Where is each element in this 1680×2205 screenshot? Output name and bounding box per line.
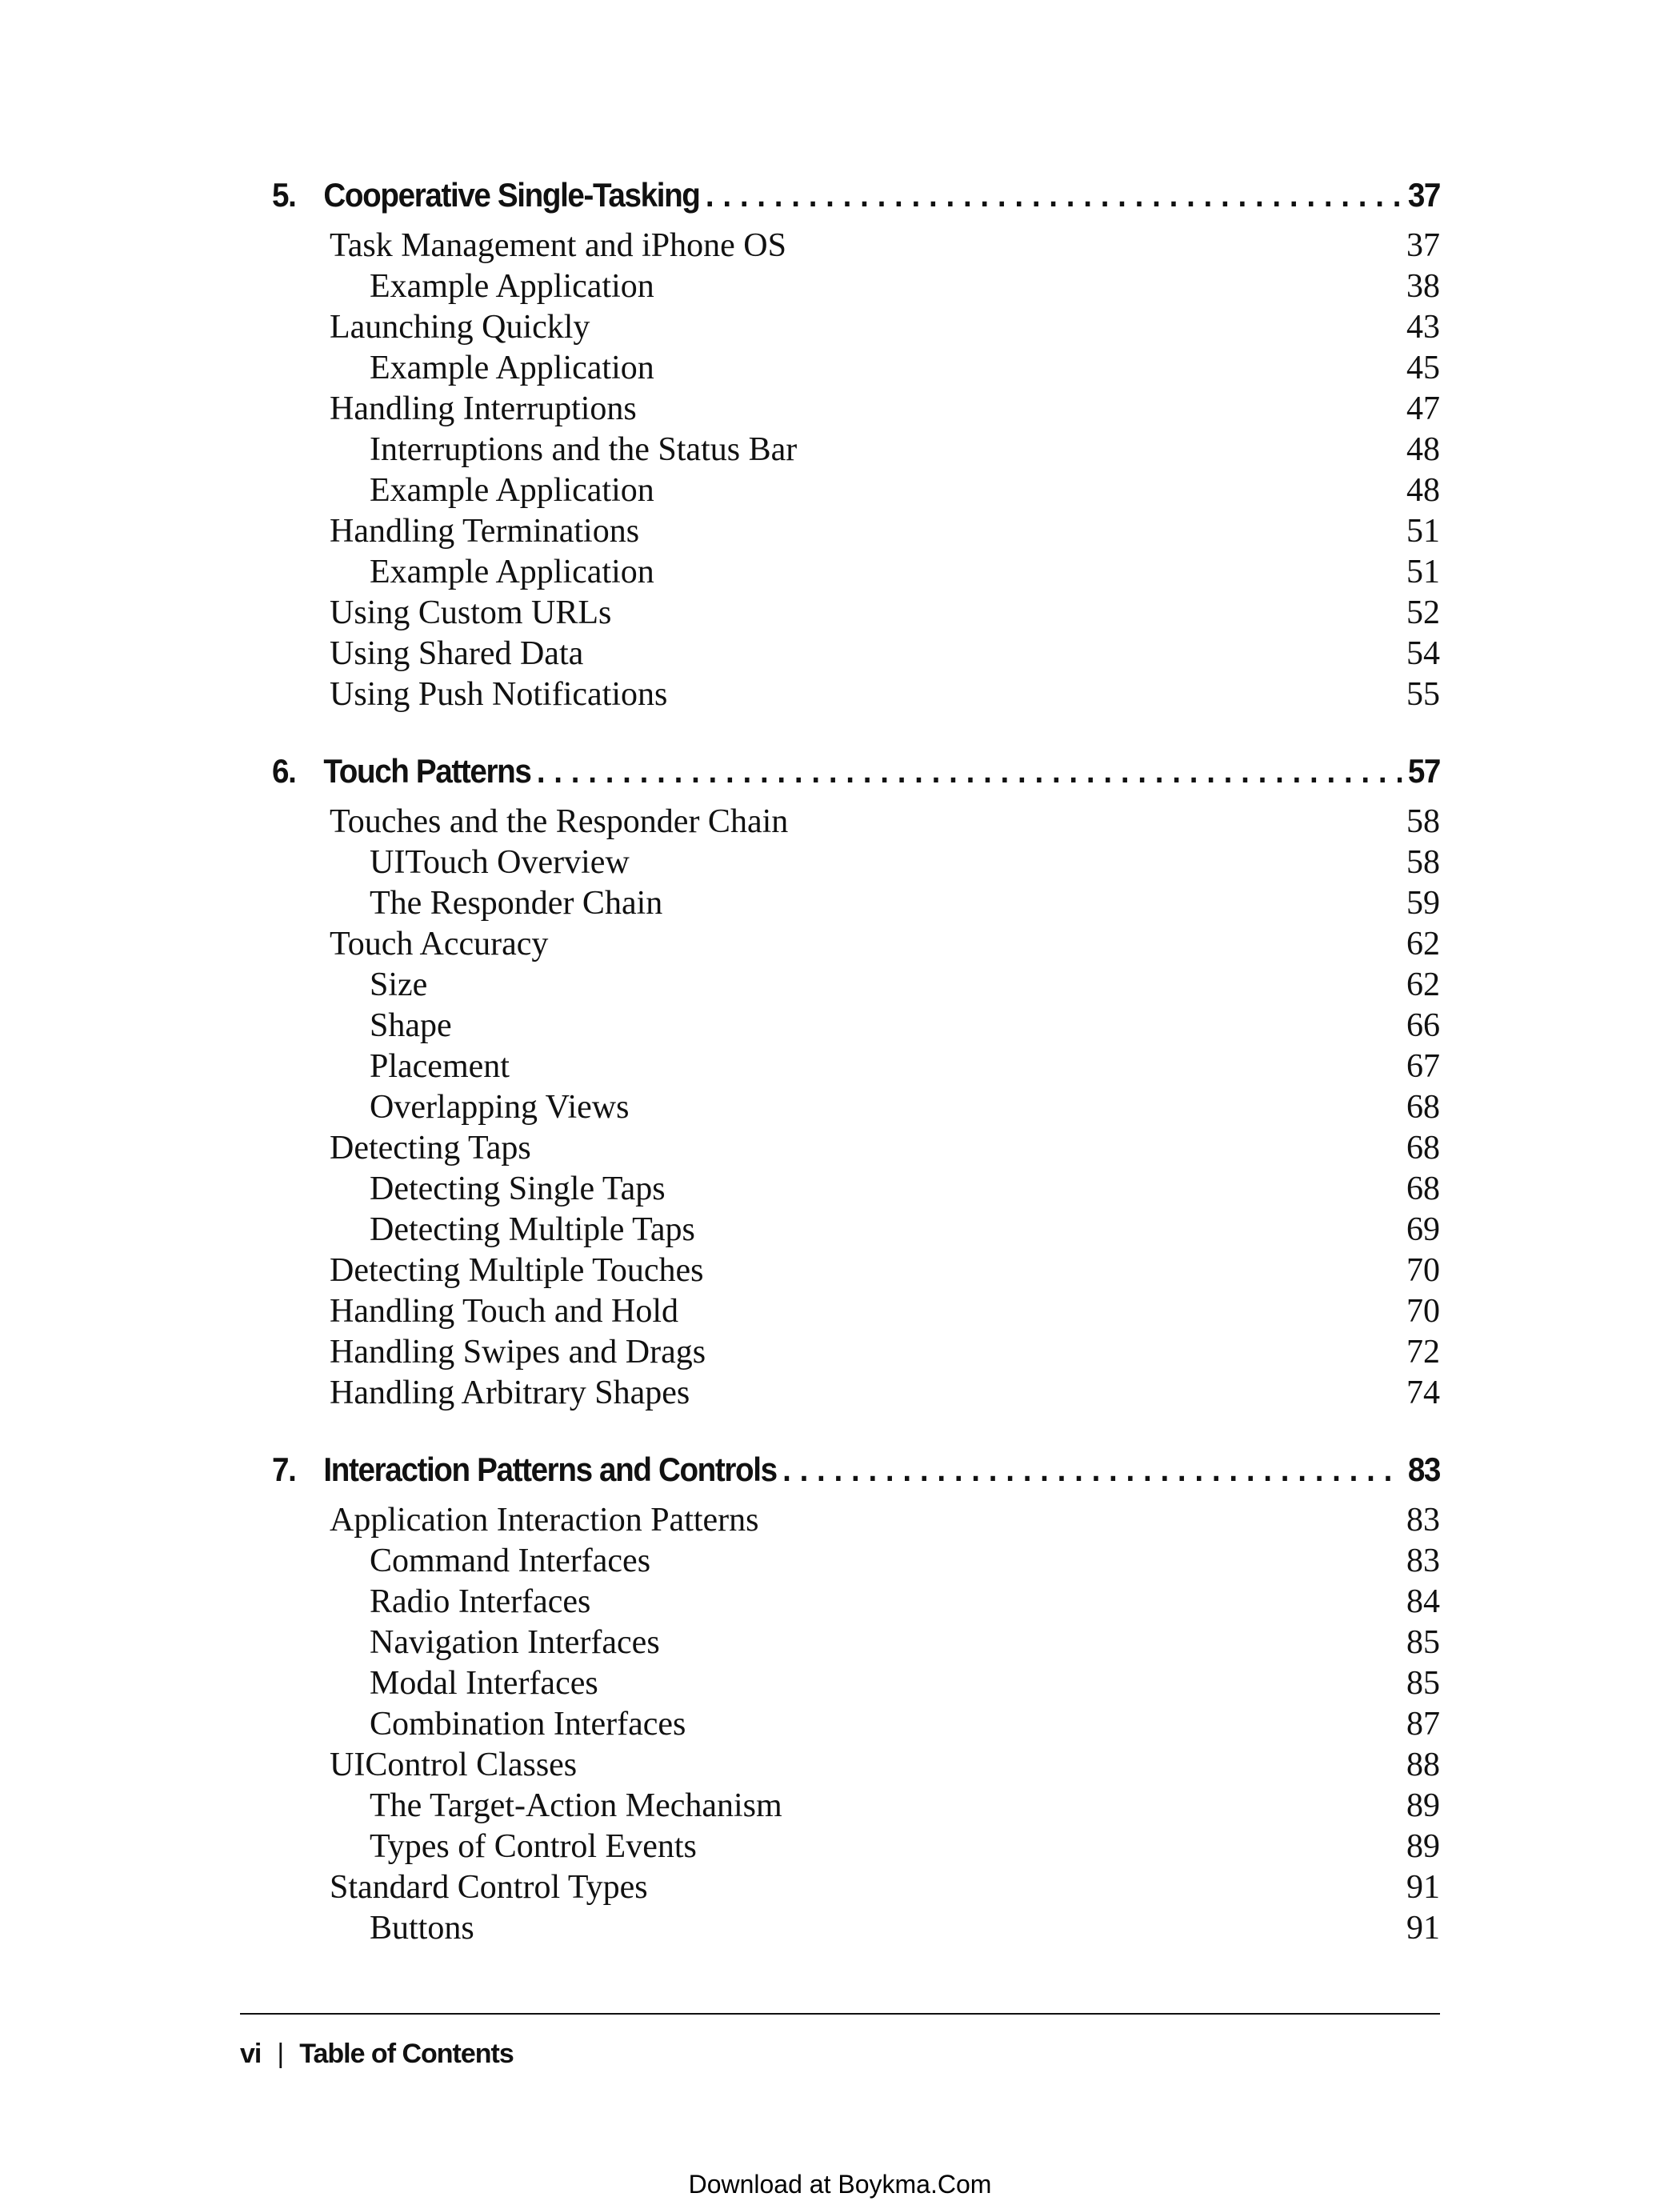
entry-title: Detecting Taps xyxy=(330,1130,531,1167)
entry-page-number: 45 xyxy=(1406,350,1440,386)
entry-title: Radio Interfaces xyxy=(370,1583,591,1620)
toc-section-entry[interactable] xyxy=(272,1291,1440,1332)
entry-page-number: 51 xyxy=(1406,554,1440,590)
entry-page-number: 83 xyxy=(1406,1543,1440,1579)
toc-section-entry[interactable] xyxy=(272,1128,1440,1169)
entry-title: Types of Control Events xyxy=(370,1828,697,1865)
toc-chapter xyxy=(272,752,1440,1414)
entry-title: Handling Terminations xyxy=(330,513,640,550)
toc-section-entry[interactable] xyxy=(272,1745,1440,1786)
entry-title: Handling Interruptions xyxy=(330,390,637,427)
toc-subsection-entry[interactable] xyxy=(272,1169,1440,1210)
toc-subsection-entry[interactable] xyxy=(272,266,1440,307)
toc-section-entry[interactable] xyxy=(272,1500,1440,1541)
entry-title: Using Custom URLs xyxy=(330,594,612,631)
entry-page-number: 68 xyxy=(1406,1130,1440,1167)
entry-title: UIControl Classes xyxy=(330,1747,578,1783)
toc-section-entry[interactable] xyxy=(272,307,1440,348)
entry-page-number: 62 xyxy=(1406,926,1440,962)
toc-section-entry[interactable] xyxy=(272,924,1440,965)
chapter-title: Touch Patterns xyxy=(323,752,531,790)
entry-title: Handling Arbitrary Shapes xyxy=(330,1375,690,1411)
entry-page-number: 67 xyxy=(1406,1048,1440,1085)
toc-subsection-entry[interactable] xyxy=(272,1786,1440,1827)
entry-title: Standard Control Types xyxy=(330,1869,648,1906)
entry-title: Example Application xyxy=(370,268,654,305)
entry-title: Interruptions and the Status Bar xyxy=(370,431,798,468)
entry-page-number: 58 xyxy=(1406,844,1440,881)
entry-page-number: 87 xyxy=(1406,1706,1440,1743)
dot-leader xyxy=(782,1451,1402,1489)
toc-subsection-entry[interactable] xyxy=(272,965,1440,1006)
entry-page-number: 38 xyxy=(1406,268,1440,305)
entry-page-number: 91 xyxy=(1406,1869,1440,1906)
entry-page-number: 54 xyxy=(1406,635,1440,672)
toc-subsection-entry[interactable] xyxy=(272,470,1440,511)
entry-page-number: 58 xyxy=(1406,803,1440,840)
chapter-page-number: 57 xyxy=(1407,752,1441,790)
entry-page-number: 43 xyxy=(1406,309,1440,346)
toc-subsection-entry[interactable] xyxy=(272,1541,1440,1582)
entry-title: Detecting Multiple Touches xyxy=(330,1252,704,1289)
toc-chapter xyxy=(272,1451,1440,1949)
toc-subsection-entry[interactable] xyxy=(272,883,1440,924)
entry-title: Navigation Interfaces xyxy=(370,1624,660,1661)
chapter-page-number: 83 xyxy=(1407,1451,1441,1488)
entry-page-number: 74 xyxy=(1406,1375,1440,1411)
entry-page-number: 68 xyxy=(1406,1171,1440,1207)
entry-title: Size xyxy=(370,966,428,1003)
entry-page-number: 69 xyxy=(1406,1211,1440,1248)
toc-chapter xyxy=(272,176,1440,715)
entry-title: Task Management and iPhone OS xyxy=(330,227,786,264)
toc-section-entry[interactable] xyxy=(272,1373,1440,1414)
toc-subsection-entry[interactable] xyxy=(272,1046,1440,1087)
entry-title: Placement xyxy=(370,1048,510,1085)
entry-page-number: 91 xyxy=(1406,1910,1440,1947)
entry-page-number: 70 xyxy=(1406,1252,1440,1289)
entry-page-number: 47 xyxy=(1406,390,1440,427)
entry-title: Buttons xyxy=(370,1910,474,1947)
page-footer xyxy=(240,2013,1440,2069)
entry-page-number: 62 xyxy=(1406,966,1440,1003)
toc-subsection-entry[interactable] xyxy=(272,1663,1440,1704)
chapter-number: 5. xyxy=(272,176,296,214)
chapter-page-number: 37 xyxy=(1407,176,1441,214)
entry-page-number: 85 xyxy=(1406,1665,1440,1702)
toc-subsection-entry[interactable] xyxy=(272,1006,1440,1046)
entry-title: Example Application xyxy=(370,472,654,509)
entry-page-number: 85 xyxy=(1406,1624,1440,1661)
entry-page-number: 70 xyxy=(1406,1293,1440,1330)
toc-section-entry[interactable] xyxy=(272,593,1440,634)
toc-section-entry[interactable] xyxy=(272,389,1440,430)
toc-section-entry[interactable] xyxy=(272,1867,1440,1908)
chapter-number: 7. xyxy=(272,1451,296,1488)
entry-page-number: 48 xyxy=(1406,472,1440,509)
toc-subsection-entry[interactable] xyxy=(272,1210,1440,1251)
entry-page-number: 83 xyxy=(1406,1502,1440,1539)
toc-section-entry[interactable] xyxy=(272,226,1440,266)
entry-title: Using Push Notifications xyxy=(330,676,668,713)
chapter-heading[interactable] xyxy=(272,176,1440,226)
toc-subsection-entry[interactable] xyxy=(272,1623,1440,1663)
entry-title: Launching Quickly xyxy=(330,309,590,346)
toc-subsection-entry[interactable] xyxy=(272,1087,1440,1128)
entry-page-number: 59 xyxy=(1406,885,1440,922)
entry-page-number: 48 xyxy=(1406,431,1440,468)
entry-title: Detecting Single Taps xyxy=(370,1171,666,1207)
toc-section-entry[interactable] xyxy=(272,674,1440,715)
entry-title: Shape xyxy=(370,1007,452,1044)
table-of-contents xyxy=(272,176,1440,1986)
dot-leader xyxy=(706,176,1402,214)
toc-section-entry[interactable] xyxy=(272,1251,1440,1291)
entry-page-number: 72 xyxy=(1406,1334,1440,1371)
toc-section-entry[interactable] xyxy=(272,511,1440,552)
entry-page-number: 88 xyxy=(1406,1747,1440,1783)
entry-title: The Target-Action Mechanism xyxy=(370,1787,782,1824)
footer-page-number: vi xyxy=(240,2039,262,2069)
entry-title: Combination Interfaces xyxy=(370,1706,686,1743)
footer-separator: | xyxy=(277,2039,284,2069)
entry-title: Handling Touch and Hold xyxy=(330,1293,679,1330)
entry-page-number: 55 xyxy=(1406,676,1440,713)
toc-subsection-entry[interactable] xyxy=(272,1704,1440,1745)
entry-page-number: 68 xyxy=(1406,1089,1440,1126)
entry-title: UITouch Overview xyxy=(370,844,630,881)
entry-title: Application Interaction Patterns xyxy=(330,1502,759,1539)
chapter-title: Cooperative Single-Tasking xyxy=(323,176,700,214)
toc-subsection-entry[interactable] xyxy=(272,1827,1440,1867)
entry-page-number: 52 xyxy=(1406,594,1440,631)
entry-title: Example Application xyxy=(370,554,654,590)
footer-text xyxy=(240,2039,514,2070)
entry-title: Command Interfaces xyxy=(370,1543,651,1579)
chapter-heading[interactable] xyxy=(272,1451,1440,1500)
chapter-heading[interactable] xyxy=(272,752,1440,802)
toc-section-entry[interactable] xyxy=(272,802,1440,842)
toc-subsection-entry[interactable] xyxy=(272,348,1440,389)
entry-title: Example Application xyxy=(370,350,654,386)
entry-title: The Responder Chain xyxy=(370,885,663,922)
entry-page-number: 37 xyxy=(1406,227,1440,264)
entry-title: Overlapping Views xyxy=(370,1089,630,1126)
toc-subsection-entry[interactable] xyxy=(272,1582,1440,1623)
entry-page-number: 89 xyxy=(1406,1828,1440,1865)
dot-leader xyxy=(537,752,1402,790)
download-notice: Download at Boykma.Com xyxy=(688,2170,992,2199)
entry-title: Using Shared Data xyxy=(330,635,584,672)
toc-subsection-entry[interactable] xyxy=(272,552,1440,593)
entry-page-number: 89 xyxy=(1406,1787,1440,1824)
toc-subsection-entry[interactable] xyxy=(272,1908,1440,1949)
entry-page-number: 66 xyxy=(1406,1007,1440,1044)
chapter-number: 6. xyxy=(272,752,296,790)
entry-page-number: 51 xyxy=(1406,513,1440,550)
entry-page-number: 84 xyxy=(1406,1583,1440,1620)
toc-subsection-entry[interactable] xyxy=(272,430,1440,470)
entry-title: Touches and the Responder Chain xyxy=(330,803,789,840)
toc-subsection-entry[interactable] xyxy=(272,842,1440,883)
toc-section-entry[interactable] xyxy=(272,634,1440,674)
entry-title: Handling Swipes and Drags xyxy=(330,1334,706,1371)
entry-title: Modal Interfaces xyxy=(370,1665,598,1702)
entry-title: Touch Accuracy xyxy=(330,926,549,962)
toc-section-entry[interactable] xyxy=(272,1332,1440,1373)
footer-section-title: Table of Contents xyxy=(299,2039,514,2069)
chapter-title: Interaction Patterns and Controls xyxy=(323,1451,777,1488)
entry-title: Detecting Multiple Taps xyxy=(370,1211,695,1248)
